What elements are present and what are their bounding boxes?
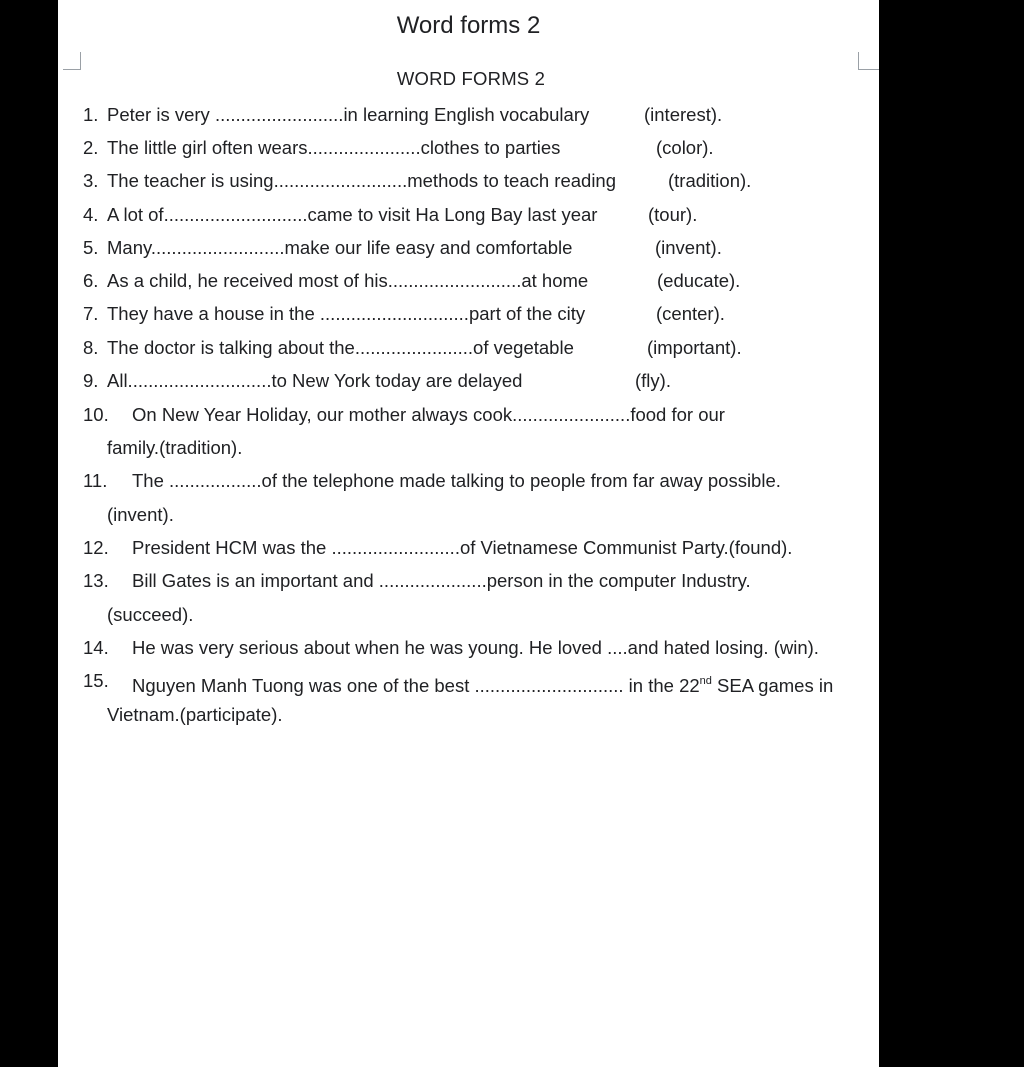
item-hint: (tour).	[648, 204, 698, 225]
item-text: Many..........................make our life easy and comfortable	[107, 237, 573, 258]
item-text: As a child, he received most of his..........................at home	[107, 270, 589, 291]
item-continuation: (invent).	[107, 504, 174, 525]
item-continuation: Vietnam.(participate).	[107, 704, 283, 725]
document-title: Word forms 2	[396, 12, 541, 39]
item-text: They have a house in the .............................part of the city	[107, 303, 586, 324]
item-number: 6.	[83, 270, 99, 291]
item-hint: (important).	[647, 337, 742, 358]
document-page	[58, 0, 879, 1067]
item-text: Peter is very .........................in learning English vocabulary	[107, 104, 590, 125]
item-continuation: (succeed).	[107, 604, 194, 625]
item-number: 8.	[83, 337, 99, 358]
item-text: The ..................of the telephone made talking to people from far away possible.	[132, 470, 781, 491]
item-number: 9.	[83, 370, 99, 391]
item-text: President HCM was the .........................of Vietnamese Communist Party.(found).	[132, 537, 793, 558]
item-hint: (fly).	[635, 370, 671, 391]
item-number: 1.	[83, 104, 99, 125]
item-number: 10.	[83, 404, 109, 425]
item-text: The teacher is using..........................methods to teach reading	[107, 170, 617, 191]
item-text: A lot of............................came to visit Ha Long Bay last year	[107, 204, 598, 225]
item-text: Bill Gates is an important and .....................person in the computer Industry.	[132, 570, 751, 591]
item-hint: (interest).	[644, 104, 723, 125]
item-text: He was very serious about when he was young. He loved ....and hated losing. (win).	[132, 637, 819, 658]
worksheet-heading: WORD FORMS 2	[396, 68, 546, 89]
item-text-after: SEA games in	[711, 675, 834, 696]
item-hint: (tradition).	[668, 170, 752, 191]
item-text	[132, 669, 833, 698]
item-number: 2.	[83, 137, 99, 158]
item-number: 13.	[83, 570, 109, 591]
item-hint: (educate).	[657, 270, 741, 291]
item-number: 4.	[83, 204, 99, 225]
item-number: 15.	[83, 670, 109, 691]
item-number: 11.	[83, 470, 108, 491]
item-text: All............................to New York today are delayed	[107, 370, 523, 391]
item-number: 7.	[83, 303, 99, 324]
item-hint: (center).	[656, 303, 725, 324]
item-number: 5.	[83, 237, 99, 258]
item-text-before: Nguyen Manh Tuong was one of the best ............................. in the 22	[132, 675, 700, 696]
item-number: 3.	[83, 170, 99, 191]
item-hint: (invent).	[655, 237, 722, 258]
item-number: 12.	[83, 537, 109, 558]
item-number: 14.	[83, 637, 109, 658]
item-continuation: family.(tradition).	[107, 437, 243, 458]
item-text: The doctor is talking about the.......................of vegetable	[107, 337, 574, 358]
item-text: The little girl often wears......................clothes to parties	[107, 137, 561, 158]
item-hint: (color).	[656, 137, 714, 158]
ordinal-superscript: nd	[699, 675, 712, 687]
item-text: On New Year Holiday, our mother always cook.......................food for our	[132, 404, 725, 425]
